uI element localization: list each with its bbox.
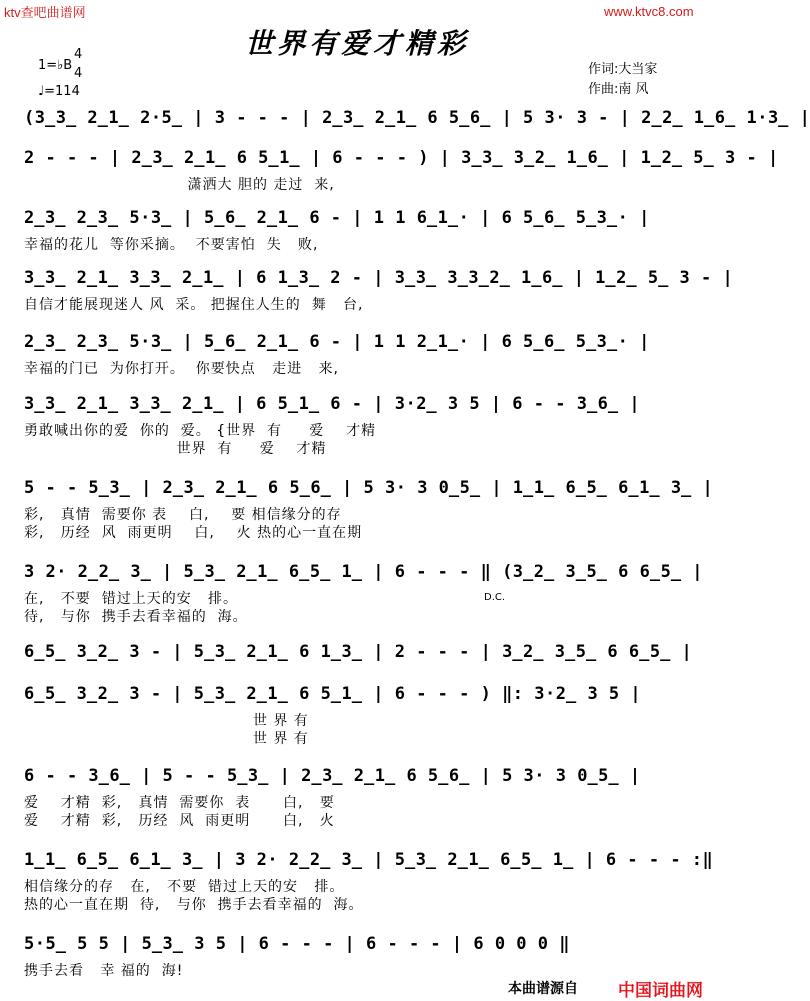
lyric-line: 携手去看 幸 福的 海! (24, 963, 184, 979)
score-system (24, 394, 690, 456)
notation-line: 3 2· 2̲2̲ 3̲ | 5̲3̲ 2̲1̲ 6̲5̲ 1̲ | 6 - - - ‖ (3̲2̲ 3̲5̲ 6 6̲5̲ | (24, 562, 704, 582)
time-signature-bottom: 4 (74, 66, 83, 81)
lyric-line: 爱 才精 彩, 真情 需要你 表 白, 要 (24, 795, 335, 811)
lyric-line: 潇洒大 胆的 走过 来, (24, 177, 335, 193)
score-system (24, 332, 690, 376)
lyric-line: 在, 不要 错过上天的安 排。 (24, 591, 239, 607)
lyric-line: 热的心一直在期 待, 与你 携手去看幸福的 海。 (24, 897, 364, 913)
lyric-line: 自信才能展现迷人 风 采。 把握住人生的 舞 台, (24, 297, 364, 313)
score-system (24, 478, 714, 541)
notation-line: 3̲3̲ 2̲1̲ 3̲3̲ 2̲1̲ | 6 1̲3̲ 2 - | 3̲3̲ 3̲3̲2̲ 1̲6̲ | 1̲2̲ 5̲ 3 - | (24, 268, 734, 288)
lyric-line: 彩, 真情 需要你 表 白, 要 相信缘分的存 (24, 507, 342, 523)
lyric-line: 幸福的花儿 等你采摘。 不要害怕 失 败, (24, 237, 319, 253)
score-system (24, 108, 810, 134)
site-name[interactable]: 中国词曲网 (618, 981, 703, 1000)
score-system (24, 642, 693, 668)
watermark-right: www.ktvc8.com (604, 4, 694, 19)
song-title: 世界有爱才精彩 (244, 27, 469, 60)
key-signature: 1=♭B (38, 58, 73, 73)
time-signature-top: 4 (74, 47, 83, 62)
watermark-left: ktv查吧曲谱网 (4, 5, 86, 20)
source-label: 本曲谱源自 (508, 981, 578, 997)
score-system (24, 850, 714, 913)
lyric-line: 彩, 历经 风 雨更明 白, 火 热的心一直在期 (24, 525, 363, 541)
score-system (24, 148, 779, 193)
lyricist-credit: 作词:大当家 (588, 62, 658, 77)
score-system (24, 208, 690, 252)
notation-line: 2 - - - | 2̲3̲ 2̲1̲ 6 5̲1̲ | 6 - - - ) | 3̲3̲ 3̲2̲ 1̲6̲ | 1̲2̲ 5̲ 3 - | (24, 148, 779, 168)
notation-line: 5·5̲ 5 5 | 5̲3̲ 3 5 | 6 - - - | 6 - - - | 6 0 0 0 ‖ (24, 934, 570, 954)
notation-line: 6 - - 3̲6̲ | 5 - - 5̲3̲ | 2̲3̲ 2̲1̲ 6 5̲6̲ | 5 3· 3 0̲5̲ | (24, 766, 641, 786)
notation-line: 6̲5̲ 3̲2̲ 3 - | 5̲3̲ 2̲1̲ 6 1̲3̲ | 2 - - - | 3̲2̲ 3̲5̲ 6 6̲5̲ | (24, 642, 693, 662)
lyric-line: 勇敢喊出你的爱 你的 爱。 {世界 有 爱 才精 (24, 423, 377, 439)
tempo-mark: ♩=114 (38, 84, 80, 99)
lyric-line: 相信缘分的存 在, 不要 错过上天的安 排。 (24, 879, 345, 895)
notation-line: 3̲3̲ 2̲1̲ 3̲3̲ 2̲1̲ | 6 5̲1̲ 6 - | 3·2̲ 3 5 | 6 - - 3̲6̲ | (24, 394, 641, 414)
score-system (24, 684, 690, 746)
dc-mark: D.C. (484, 592, 506, 603)
notation-line: 5 - - 5̲3̲ | 2̲3̲ 2̲1̲ 6 5̲6̲ | 5 3· 3 0̲5̲ | 1̲1̲ 6̲5̲ 6̲1̲ 3̲ | (24, 478, 714, 498)
notation-line: 1̲1̲ 6̲5̲ 6̲1̲ 3̲ | 3 2· 2̲2̲ 3̲ | 5̲3̲ 2̲1̲ 6̲5̲ 1̲ | 6 - - - :‖ (24, 850, 714, 870)
lyric-line: 幸福的门已 为你打开。 你要快点 走进 来, (24, 361, 339, 377)
score-system (24, 268, 734, 313)
lyric-line: 爱 才精 彩, 历经 风 雨更明 白, 火 (24, 813, 335, 829)
lyric-line: 待, 与你 携手去看幸福的 海。 (24, 609, 248, 625)
notation-line: 2̲3̲ 2̲3̲ 5·3̲ | 5̲6̲ 2̲1̲ 6 - | 1 1 2̲1̲· | 6 5̲6̲ 5̲3̲· | (24, 332, 650, 352)
composer-credit: 作曲:南 风 (588, 82, 649, 97)
score-system (24, 562, 704, 625)
score-system (24, 766, 690, 828)
notation-line: 2̲3̲ 2̲3̲ 5·3̲ | 5̲6̲ 2̲1̲ 6 - | 1 1 6̲1̲· | 6 5̲6̲ 5̲3̲· | (24, 208, 650, 228)
lyric-line: 世界 有 爱 才精 (24, 441, 327, 457)
lyric-line: 世 界 有 (24, 731, 309, 747)
notation-line: 6̲5̲ 3̲2̲ 3 - | 5̲3̲ 2̲1̲ 6 5̲1̲ | 6 - - - ) ‖: 3·2̲ 3 5 | (24, 684, 642, 704)
score-system (24, 934, 690, 978)
notation-line: (3̲3̲ 2̲1̲ 2·5̲ | 3 - - - | 2̲3̲ 2̲1̲ 6 5̲6̲ | 5 3· 3 - | 2̲2̲ 1̲6̲ 1·3̲ | (24, 108, 810, 128)
lyric-line: 世 界 有 (24, 713, 309, 729)
